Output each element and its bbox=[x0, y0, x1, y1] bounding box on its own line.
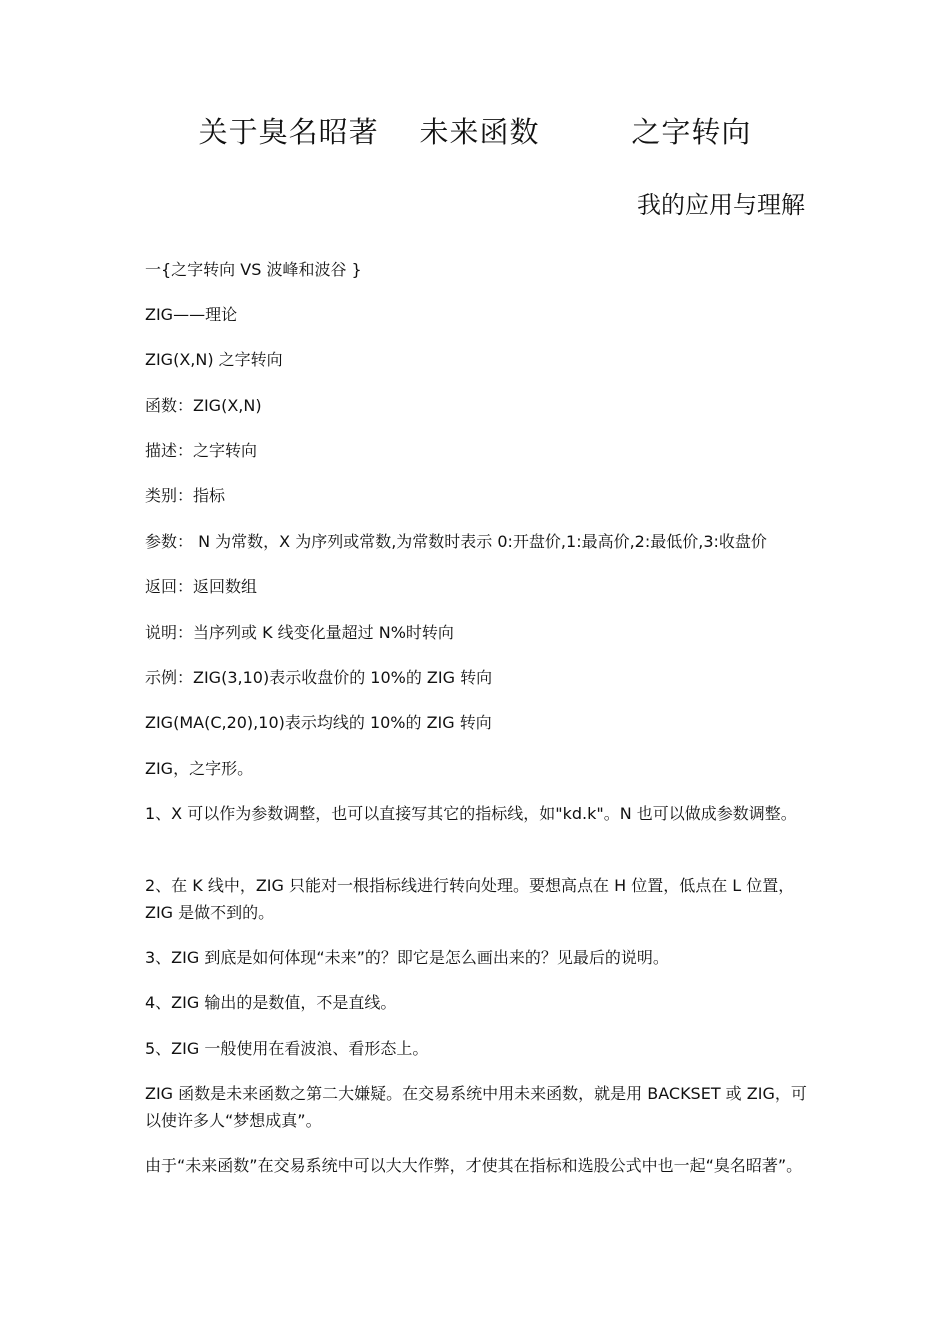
document-title: 关于臭名昭著 未来函数 之字转向 bbox=[198, 115, 752, 149]
paragraph-point-2: 2、在 K 线中，ZIG 只能对一根指标线进行转向处理。要想高点在 H 位置，低点在 L 位置，ZIG 是做不到的。 bbox=[145, 876, 795, 922]
paragraph-return: 返回：返回数组 bbox=[145, 577, 258, 596]
paragraph-example: 示例：ZIG(3,10)表示收盘价的 10%的 ZIG 转向 bbox=[145, 668, 493, 687]
paragraph-point-5: 5、ZIG 一般使用在看波浪、看形态上。 bbox=[145, 1039, 429, 1058]
paragraph-example-ma: ZIG(MA(C,20),10)表示均线的 10%的 ZIG 转向 bbox=[145, 713, 492, 732]
paragraph-point-3: 3、ZIG 到底是如何体现“未来”的？即它是怎么画出来的？见最后的说明。 bbox=[145, 948, 669, 967]
paragraph-parameters: 参数： N 为常数，X 为序列或常数,为常数时表示 0:开盘价,1:最高价,2:最低价,3:收盘价 bbox=[145, 532, 767, 551]
paragraph-zig-theory: ZIG——理论 bbox=[145, 305, 238, 324]
paragraph-point-4: 4、ZIG 输出的是数值，不是直线。 bbox=[145, 993, 397, 1012]
paragraph-future-function: 由于“未来函数”在交易系统中可以大大作弊，才使其在指标和选股公式中也一起“臭名昭著”。 bbox=[145, 1156, 803, 1175]
paragraph-point-1: 1、X 可以作为参数调整，也可以直接写其它的指标线，如"kd.k"。N 也可以做成参数调整。 bbox=[145, 804, 797, 823]
paragraph-function: 函数：ZIG(X,N) bbox=[145, 396, 262, 415]
paragraph-section-heading: 一{之字转向 VS 波峰和波谷 } bbox=[145, 260, 362, 279]
paragraph-description: 描述：之字转向 bbox=[145, 441, 258, 460]
paragraph-zig-signature: ZIG(X,N) 之字转向 bbox=[145, 350, 283, 369]
paragraph-explanation: 说明：当序列或 K 线变化量超过 N%时转向 bbox=[145, 623, 454, 642]
paragraph-category: 类别：指标 bbox=[145, 486, 226, 505]
document-subtitle: 我的应用与理解 bbox=[637, 191, 805, 219]
paragraph-zig-suspicion: ZIG 函数是未来函数之第二大嫌疑。在交易系统中用未来函数，就是用 BACKSET 或 ZIG，可以使许多人“梦想成真”。 bbox=[145, 1084, 807, 1130]
paragraph-zig-shape: ZIG，之字形。 bbox=[145, 759, 254, 778]
